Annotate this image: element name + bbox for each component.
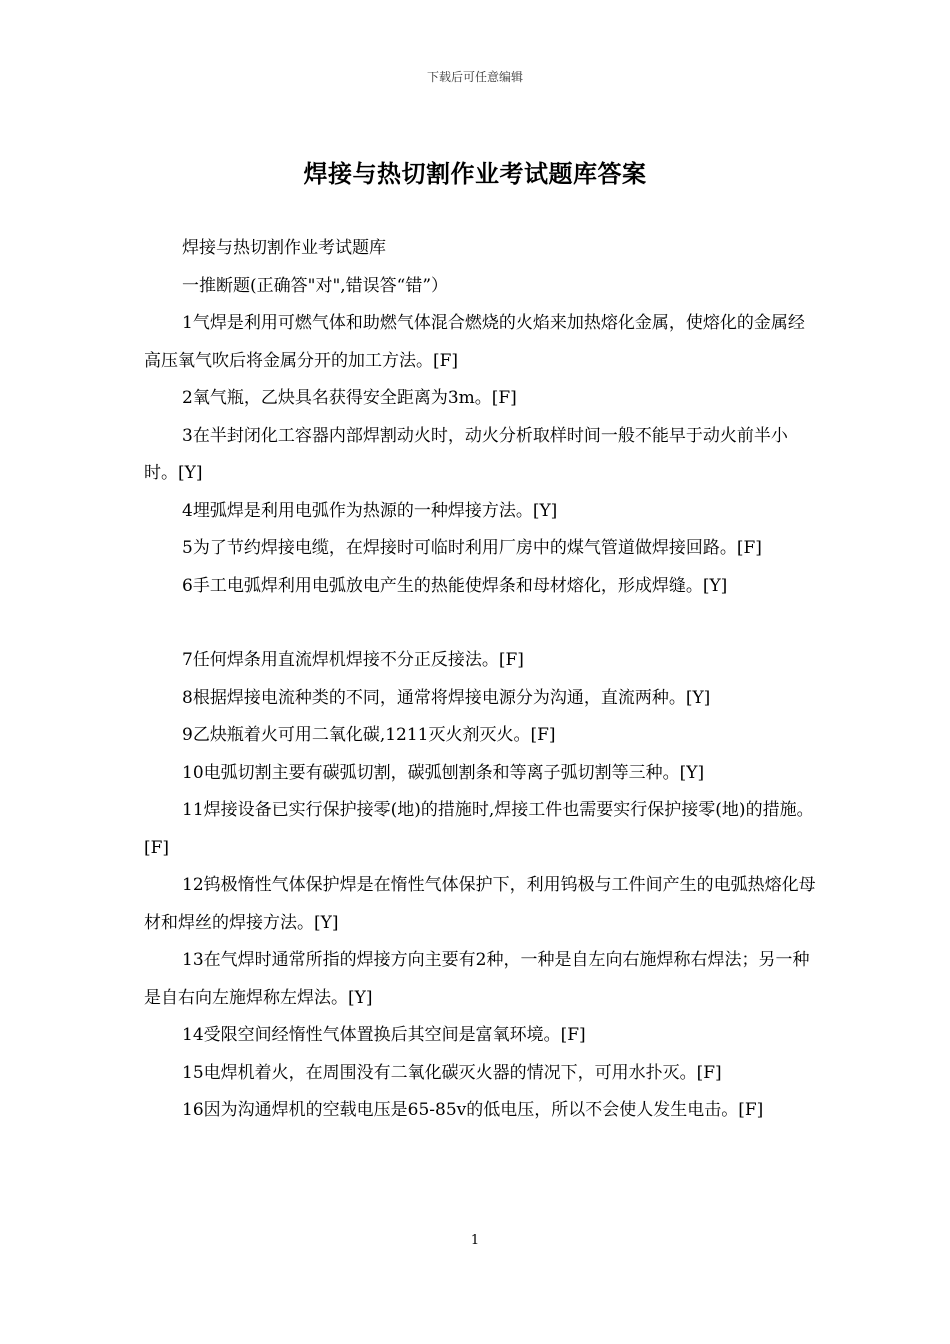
subtitle: 焊接与热切割作业考试题库 (182, 238, 386, 258)
question-item-7: 7任何焊条用直流焊机焊接不分正反接法。[F] (182, 650, 524, 670)
question-item-12: 12钨极惰性气体保护焊是在惰性气体保护下，利用钨极与工件间产生的电弧热熔化母材和焊丝的焊接方法。[Y] (144, 875, 816, 933)
question-item-9: 9乙炔瓶着火可用二氧化碳,1211灭火剂灭火。[F] (182, 725, 556, 745)
page-number: 1 (470, 1233, 480, 1248)
question-item-13: 13在气焊时通常所指的焊接方向主要有2种，一种是自左向右施焊称右焊法；另一种是自右向左施焊称左焊法。[Y] (144, 950, 810, 1008)
document-body (144, 230, 819, 1130)
question-item-5: 5为了节约焊接电缆，在焊接时可临时利用厂房中的煤气管道做焊接回路。[F] (182, 538, 762, 558)
question-item-15: 15电焊机着火，在周围没有二氧化碳灭火器的情况下，可用水扑灭。[F] (182, 1062, 722, 1083)
question-item-3: 3在半封闭化工容器内部焊割动火时，动火分析取样时间一般不能早于动火前半小时。[Y] (144, 425, 788, 483)
section-heading: 一推断题(正确答"对",错误答“错”） (182, 275, 449, 296)
question-item-2: 2氧气瓶，乙炔具名获得安全距离为3m。[F] (182, 388, 517, 408)
question-item-6: 6手工电弧焊利用电弧放电产生的热能使焊条和母材熔化，形成焊缝。[Y] (182, 575, 728, 596)
question-item-10: 10电弧切割主要有碳弧切割，碳弧刨割条和等离子弧切割等三种。[Y] (182, 762, 705, 783)
question-item-11: 11焊接设备已实行保护接零(地)的措施时,焊接工件也需要实行保护接零(地)的措施。[F] (144, 800, 814, 858)
question-item-16: 16因为沟通焊机的空载电压是65-85v的低电压，所以不会使人发生电击。[F] (182, 1100, 764, 1120)
question-item-8: 8根据焊接电流种类的不同，通常将焊接电源分为沟通，直流两种。[Y] (182, 687, 711, 708)
document-title: 焊接与热切割作业考试题库答案 (303, 159, 647, 188)
question-item-14: 14受限空间经惰性气体置换后其空间是富氧环境。[F] (182, 1025, 586, 1045)
header-note: 下载后可任意编辑 (426, 70, 523, 84)
question-item-4: 4埋弧焊是利用电弧作为热源的一种焊接方法。[Y] (182, 500, 558, 521)
question-item-1: 1气焊是利用可燃气体和助燃气体混合燃烧的火焰来加热熔化金属，使熔化的金属经高压氧气吹后将金属分开的加工方法。[F] (144, 313, 805, 371)
